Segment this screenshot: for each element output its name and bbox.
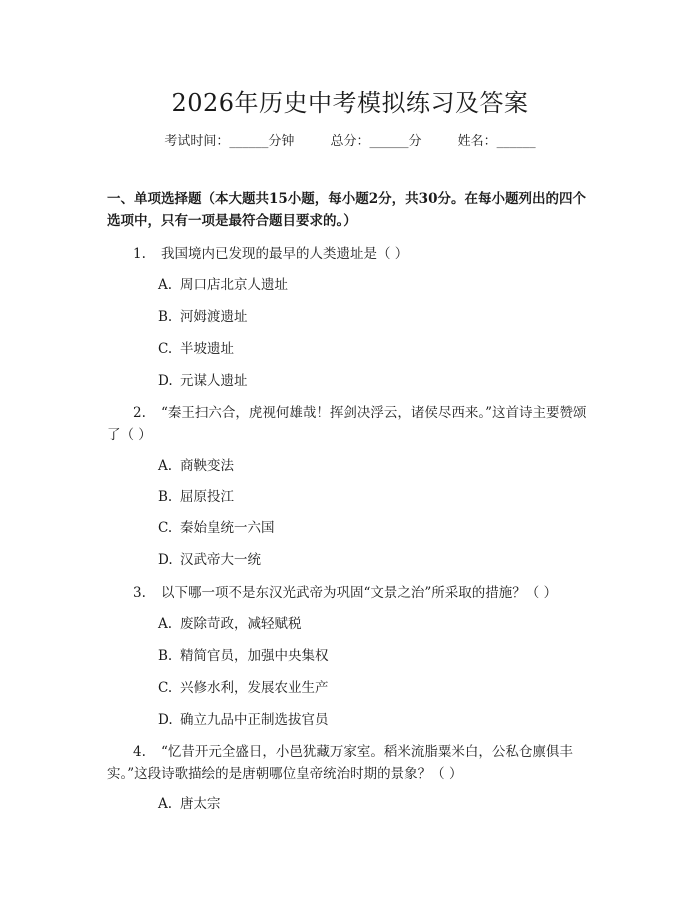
question-number: 2.	[133, 405, 146, 421]
option-2b	[158, 487, 234, 507]
question-number: 3.	[133, 585, 146, 601]
option-2a	[158, 456, 234, 476]
exam-meta	[0, 130, 700, 149]
option-text: 精简官员，加强中央集权	[180, 648, 329, 664]
option-letter: B.	[158, 309, 173, 325]
question-2	[107, 402, 592, 446]
option-3c	[158, 678, 329, 698]
option-letter: B.	[158, 648, 173, 664]
option-3b	[158, 646, 329, 666]
option-text: 河姆渡遗址	[180, 309, 248, 325]
question-1	[107, 243, 592, 265]
option-1d	[158, 371, 248, 391]
option-text: 元谋人遗址	[180, 373, 248, 389]
option-2c	[158, 518, 275, 538]
option-text: 兴修水利，发展农业生产	[180, 680, 329, 696]
question-number: 4.	[133, 744, 146, 760]
option-text: 唐太宗	[180, 796, 221, 812]
total-score-field: 总分：______分	[330, 134, 422, 149]
option-letter: C.	[158, 680, 173, 696]
option-letter: A.	[158, 277, 173, 293]
question-text: 我国境内已发现的最早的人类遗址是（ ）	[161, 246, 409, 262]
option-1c	[158, 339, 234, 359]
option-letter: D.	[158, 712, 173, 728]
option-text: 秦始皇统一六国	[180, 520, 275, 536]
name-field: 姓名：______	[457, 134, 536, 149]
option-2d	[158, 550, 261, 570]
option-text: 周口店北京人遗址	[180, 277, 288, 293]
option-letter: D.	[158, 373, 173, 389]
option-1a	[158, 275, 288, 295]
option-letter: A.	[158, 616, 173, 632]
option-letter: A.	[158, 458, 173, 474]
section-heading: 一、单项选择题（本大题共15小题，每小题2分，共30分。在每小题列出的四个选项中，只有一项是最符合题目要求的。）	[107, 191, 586, 229]
option-letter: C.	[158, 520, 173, 536]
option-letter: B.	[158, 489, 173, 505]
option-text: 商鞅变法	[180, 458, 234, 474]
option-text: 汉武帝大一统	[180, 552, 261, 568]
exam-time-field: 考试时间：______分钟	[164, 134, 295, 149]
question-text: “忆昔开元全盛日，小邑犹藏万家室。稻米流脂粟米白，公私仓廪俱丰实。”这段诗歌描绘的是唐朝哪位皇帝统治时期的景象？（ ）	[107, 744, 573, 782]
option-4a	[158, 794, 221, 814]
option-text: 屈原投江	[180, 489, 234, 505]
option-text: 半坡遗址	[180, 341, 234, 357]
question-text: 以下哪一项不是东汉光武帝为巩固“文景之治”所采取的措施？（ ）	[161, 585, 558, 601]
question-3	[107, 582, 592, 604]
option-1b	[158, 307, 248, 327]
option-letter: C.	[158, 341, 173, 357]
option-3a	[158, 614, 302, 634]
page-title: 2026年历史中考模拟练习及答案	[171, 89, 529, 117]
option-letter: D.	[158, 552, 173, 568]
option-letter: A.	[158, 796, 173, 812]
question-number: 1.	[133, 246, 146, 262]
option-text: 废除苛政，减轻赋税	[180, 616, 302, 632]
question-text: “秦王扫六合，虎视何雄哉！挥剑决浮云，诸侯尽西来。”这首诗主要赞颂了（ ）	[107, 405, 587, 443]
option-3d	[158, 710, 329, 730]
question-4	[107, 741, 592, 785]
option-text: 确立九品中正制选拔官员	[180, 712, 329, 728]
